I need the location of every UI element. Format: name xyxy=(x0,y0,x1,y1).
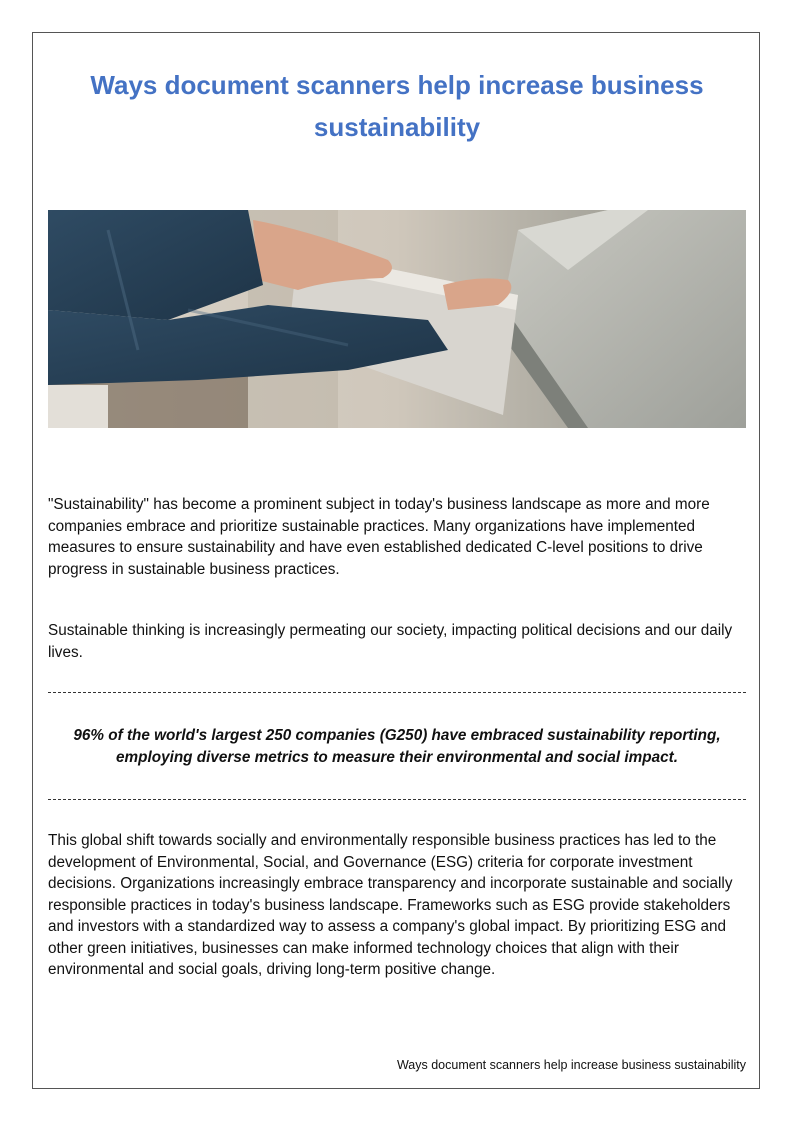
scanner-photo xyxy=(48,210,746,428)
intro-paragraph: "Sustainability" has become a prominent subject in today's business landscape as more and more companies embrace and prioritize sustainable practices. Many organizations have implemented measures to ensure sustainability and have even established dedicated C-level positions to drive progress in sustainable business practices. xyxy=(48,496,710,578)
society-paragraph: Sustainable thinking is increasingly permeating our society, impacting political decisions and our daily lives. xyxy=(48,622,733,661)
page-footer: Ways document scanners help increase business sustainability xyxy=(396,1058,746,1072)
document-title: Ways document scanners help increase business sustainability xyxy=(90,70,704,142)
esg-paragraph: This global shift towards socially and environmentally responsible business practices has led to the development of Environmental, Social, and Governance (ESG) criteria for corporate investment decisions. Organizations increasingly embrace transparency and incorporate sustainable and socially responsible practices in today's business landscape. Frameworks such as ESG provide stakeholders and investors with a standardized way to assess a company's global impact. By prioritizing ESG and other green initiatives, businesses can make informed technology choices that align with their environmental and social goals, driving long-term positive change. xyxy=(48,832,733,978)
top-divider xyxy=(48,692,746,693)
bottom-divider xyxy=(48,799,746,800)
highlight-quote: 96% of the world's largest 250 companies (G250) have embraced sustainability reporting, employing diverse metrics to measure their environmental and social impact. xyxy=(73,727,721,766)
